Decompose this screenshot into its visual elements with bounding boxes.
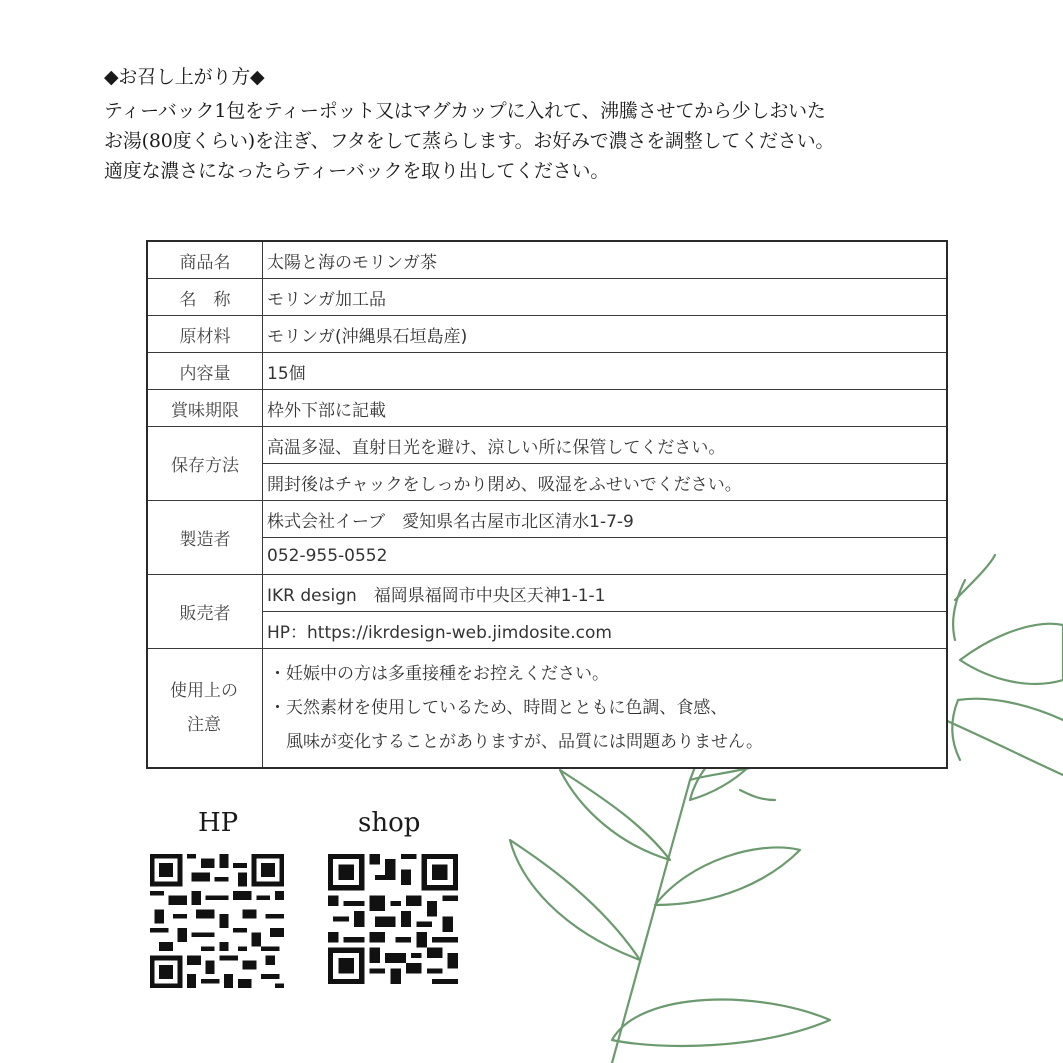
value-seller-website: HP：https://ikrdesign-web.jimdosite.com <box>263 612 948 649</box>
caution-line: 風味が変化することがありますが、品質には問題ありません。 <box>269 732 764 752</box>
table-row <box>147 464 947 501</box>
how-to-drink-section <box>104 62 984 186</box>
how-to-drink-line: お湯(80度くらい)を注ぎ、フタをして蒸らします。お好みで濃さを調整してください。 <box>104 130 835 152</box>
label-caution <box>147 649 263 769</box>
label-ingredients: 原材料 <box>147 316 263 353</box>
table-row <box>147 279 947 316</box>
how-to-drink-line: ティーバック1包をティーポット又はマグカップに入れて、沸騰させてから少しおいた <box>104 100 826 122</box>
label-seller: 販売者 <box>147 575 263 649</box>
label-contents: 内容量 <box>147 353 263 390</box>
value-storage-1: 高温多湿、直射日光を避け、涼しい所に保管してください。 <box>263 427 948 464</box>
value-best-before: 枠外下部に記載 <box>263 390 948 427</box>
table-row <box>147 241 947 279</box>
value-manufacturer-address: 株式会社イーブ 愛知県名古屋市北区清水1-7-9 <box>263 501 948 538</box>
value-name: モリンガ加工品 <box>263 279 948 316</box>
product-info-table <box>146 240 948 769</box>
value-ingredients: モリンガ(沖縄県石垣島産) <box>263 316 948 353</box>
value-manufacturer-phone: 052-955-0552 <box>263 538 948 575</box>
how-to-drink-line: 適度な濃さになったらティーバックを取り出してください。 <box>104 160 610 182</box>
table-row <box>147 390 947 427</box>
table-row <box>147 575 947 612</box>
table-row <box>147 316 947 353</box>
table-row <box>147 649 947 769</box>
hp-qr-code[interactable] <box>150 854 284 988</box>
value-caution <box>263 649 948 769</box>
hp-qr-label: HP <box>198 808 239 838</box>
label-name: 名 称 <box>147 279 263 316</box>
table-row <box>147 353 947 390</box>
caution-line: ・妊娠中の方は多重接種をお控えください。 <box>269 664 609 684</box>
table-row <box>147 538 947 575</box>
label-product-name: 商品名 <box>147 241 263 279</box>
label-storage: 保存方法 <box>147 427 263 501</box>
caution-line: ・天然素材を使用しているため、時間とともに色調、食感、 <box>269 698 728 718</box>
value-seller-address: IKR design 福岡県福岡市中央区天神1-1-1 <box>263 575 948 612</box>
label-caution-line: 使用上の <box>170 681 238 701</box>
shop-qr-code[interactable] <box>328 854 458 984</box>
table-row <box>147 501 947 538</box>
value-contents: 15個 <box>263 353 948 390</box>
value-storage-2: 開封後はチャックをしっかり閉め、吸湿をふせいでください。 <box>263 464 948 501</box>
label-caution-line: 注意 <box>187 715 221 735</box>
table-row <box>147 427 947 464</box>
shop-qr-label: shop <box>358 808 421 838</box>
how-to-drink-title: ◆お召し上がり方◆ <box>104 66 265 88</box>
value-product-name: 太陽と海のモリンガ茶 <box>263 241 948 279</box>
label-best-before: 賞味期限 <box>147 390 263 427</box>
table-row <box>147 612 947 649</box>
label-manufacturer: 製造者 <box>147 501 263 575</box>
